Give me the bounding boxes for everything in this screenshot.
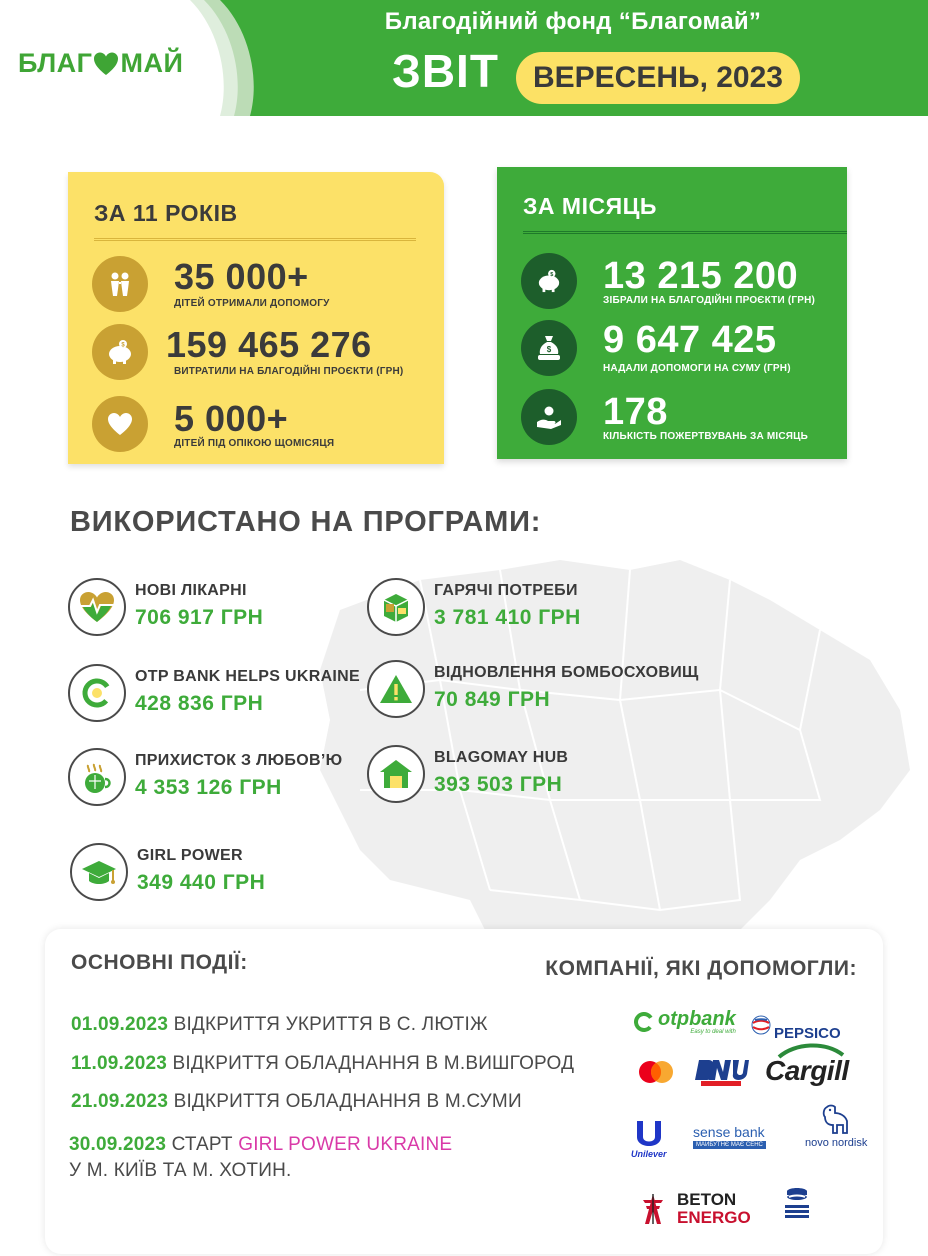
deposit-guarantee-logo xyxy=(779,1185,815,1225)
piggy-bank-icon xyxy=(521,253,577,309)
stat-label: НАДАЛИ ДОПОМОГИ НА СУМУ (ГРН) xyxy=(603,363,791,374)
novo-nordisk-name: novo nordisk xyxy=(805,1137,868,1149)
power-tower-icon xyxy=(637,1192,669,1226)
stat-label: КІЛЬКІСТЬ ПОЖЕРТВУВАНЬ ЗА МІСЯЦЬ xyxy=(603,431,809,442)
dnu-logo xyxy=(693,1056,749,1088)
stat-label: ДІТЕЙ ПІД ОПІКОЮ ЩОМІСЯЦЯ xyxy=(174,438,335,449)
program-name: ВІДНОВЛЕННЯ БОМБОСХОВИЩ xyxy=(434,664,699,681)
program-name: OTP BANK HELPS UKRAINE xyxy=(135,668,360,685)
program-amount: 706 917 ГРН xyxy=(135,606,264,629)
cargill-arc-icon xyxy=(775,1043,847,1059)
deposit-guarantee-icon xyxy=(779,1185,815,1225)
stat-label: ЗІБРАЛИ НА БЛАГОДІЙНІ ПРОЄКТИ (ГРН) xyxy=(603,295,816,306)
otp-icon xyxy=(633,1011,655,1033)
graduation-cap-icon xyxy=(70,843,128,901)
unilever-name: Unilever xyxy=(631,1149,667,1159)
hot-cup-icon xyxy=(68,748,126,806)
card-heading: ЗА МІСЯЦЬ xyxy=(523,193,657,219)
stat-value: 178 xyxy=(603,391,668,433)
svg-text:$: $ xyxy=(121,342,125,349)
unilever-logo xyxy=(631,1119,667,1159)
unilever-icon xyxy=(633,1119,665,1149)
program-amount: 70 849 ГРН xyxy=(434,688,551,711)
novo-nordisk-logo xyxy=(805,1103,867,1149)
program-amount: 4 353 126 ГРН xyxy=(135,776,282,799)
otp-icon xyxy=(68,664,126,722)
cargill-name: Cargill xyxy=(765,1055,849,1086)
events-heading: ОСНОВНІ ПОДІЇ: xyxy=(71,951,248,974)
event-highlight: GIRL POWER UKRAINE xyxy=(238,1134,453,1155)
sense-bank-name: sense bank xyxy=(693,1124,765,1140)
program-name: ГАРЯЧІ ПОТРЕБИ xyxy=(434,582,578,599)
program-amount: 428 836 ГРН xyxy=(135,692,264,715)
divider xyxy=(94,238,416,241)
foundation-title: Благодійний фонд “Благомай” xyxy=(384,8,762,35)
blagomay-logo xyxy=(18,46,183,80)
monthly-stats-card xyxy=(497,167,847,459)
svg-text:$: $ xyxy=(546,345,552,354)
all-time-stats-card xyxy=(68,172,444,464)
logo-heart-icon xyxy=(93,51,119,77)
otpbank-tagline: Easy to deal with xyxy=(690,1029,736,1035)
program-name: BLAGOMAY HUB xyxy=(434,749,569,766)
event-item-continuation: У М. КИЇВ ТА М. ХОТИН. xyxy=(69,1160,292,1181)
mastercard-icon xyxy=(635,1059,677,1085)
mastercard-logo xyxy=(635,1059,677,1085)
event-date: 21.09.2023 xyxy=(71,1091,169,1112)
program-name: ПРИХИСТОК З ЛЮБОВ’Ю xyxy=(135,752,343,769)
event-date: 30.09.2023 xyxy=(69,1134,167,1155)
box-icon xyxy=(367,578,425,636)
novo-nordisk-bull-icon xyxy=(817,1103,855,1139)
report-title: ЗВІТ xyxy=(392,45,499,97)
warning-icon xyxy=(367,660,425,718)
event-text: ВІДКРИТТЯ УКРИТТЯ В С. ЛЮТІЖ xyxy=(168,1014,488,1035)
sense-bank-logo xyxy=(693,1124,766,1149)
otpbank-name: otpbank xyxy=(658,1008,736,1030)
cargill-logo xyxy=(765,1045,849,1087)
event-item xyxy=(69,1134,452,1156)
house-icon xyxy=(367,745,425,803)
donation-hand-icon xyxy=(521,389,577,445)
companies-heading: КОМПАНІЇ, ЯКІ ДОПОМОГЛИ: xyxy=(545,957,857,980)
event-date: 01.09.2023 xyxy=(71,1014,169,1035)
children-icon xyxy=(92,256,148,312)
heart-icon xyxy=(92,396,148,452)
programs-heading: ВИКОРИСТАНО НА ПРОГРАМИ: xyxy=(70,506,542,538)
card-heading: ЗА 11 РОКІВ xyxy=(94,200,238,226)
money-bag-icon xyxy=(521,320,577,376)
beton-energo-logo xyxy=(637,1191,751,1227)
event-item xyxy=(71,1091,522,1113)
pepsico-globe-icon xyxy=(751,1015,771,1035)
otpbank-logo xyxy=(633,1009,736,1035)
event-text: ВІДКРИТТЯ ОБЛАДНАННЯ В М.СУМИ xyxy=(168,1091,522,1112)
stat-value: 9 647 425 xyxy=(603,319,777,361)
program-amount: 3 781 410 ГРН xyxy=(434,606,581,629)
event-date: 11.09.2023 xyxy=(71,1053,168,1074)
program-name: GIRL POWER xyxy=(137,847,243,864)
stat-label: ДІТЕЙ ОТРИМАЛИ ДОПОМОГУ xyxy=(174,298,330,309)
beton-energo-line1: BETON xyxy=(677,1190,737,1209)
report-month-badge: ВЕРЕСЕНЬ, 2023 xyxy=(516,52,800,104)
sense-bank-tagline: МАЙБУТНЄ МАЄ СЕНС xyxy=(693,1141,766,1149)
program-amount: 393 503 ГРН xyxy=(434,773,563,796)
dnu-icon xyxy=(693,1056,749,1088)
pepsico-name: PEPSICO xyxy=(774,1025,841,1042)
stat-value: 13 215 200 xyxy=(603,255,799,297)
event-text: СТАРТ xyxy=(166,1134,239,1155)
svg-text:$: $ xyxy=(550,271,554,278)
stat-label: ВИТРАТИЛИ НА БЛАГОДІЙНІ ПРОЄКТИ (ГРН) xyxy=(174,366,404,377)
event-item xyxy=(71,1014,488,1036)
events-companies-panel xyxy=(45,929,883,1254)
beton-energo-line2: ENERGO xyxy=(677,1207,751,1227)
stat-value: 5 000+ xyxy=(174,398,289,439)
logo-text-start: БЛАГ xyxy=(18,47,93,78)
program-name: НОВІ ЛІКАРНІ xyxy=(135,582,247,599)
event-text: ВІДКРИТТЯ ОБЛАДНАННЯ В М.ВИШГОРОД xyxy=(167,1053,575,1074)
stat-value: 159 465 276 xyxy=(166,324,372,365)
event-item xyxy=(71,1053,574,1075)
divider xyxy=(523,231,847,234)
logo-text-end: МАЙ xyxy=(120,47,184,78)
program-amount: 349 440 ГРН xyxy=(137,871,266,894)
piggy-bank-icon xyxy=(92,324,148,380)
pepsico-logo xyxy=(751,1007,841,1042)
stat-value: 35 000+ xyxy=(174,256,309,297)
heart-pulse-icon xyxy=(68,578,126,636)
